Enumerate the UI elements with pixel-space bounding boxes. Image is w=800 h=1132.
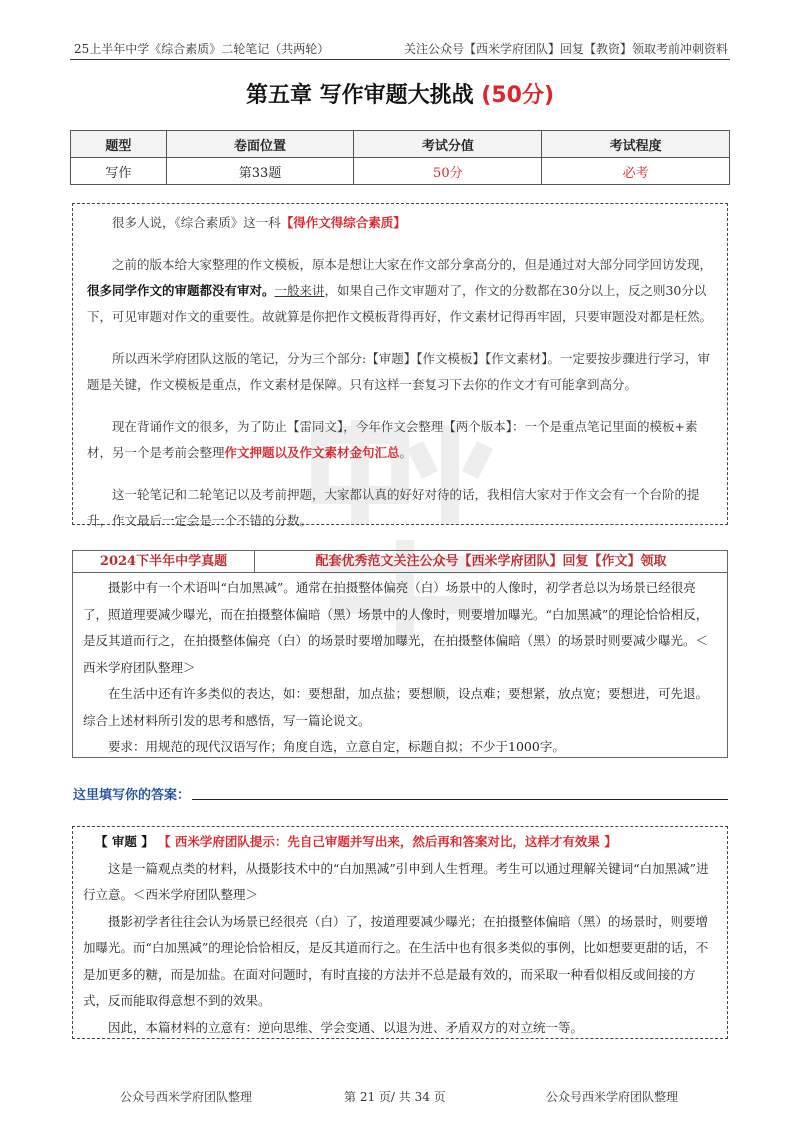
intro-highlight: 【得作文得综合素质】	[280, 215, 406, 230]
question-promo: 配套优秀范文关注公众号【西米学府团队】回复【作文】领取	[315, 554, 667, 569]
intro-text: 。	[399, 445, 413, 460]
answer-field[interactable]	[192, 799, 728, 800]
table-cell: 必考	[542, 158, 730, 185]
intro-text: 之前的版本给大家整理的作文模板，原本是想让大家在作文部分拿高分的，但是通过对大部分同学回访发现，	[112, 257, 713, 272]
page-number: 第 21 页/ 共 34 页	[344, 1090, 446, 1104]
table-cell: 50分	[354, 158, 542, 185]
question-paragraph: 摄影中有一个术语叫“白加黑减”。通常在拍摄整体偏亮（白）场景中的人像时，初学者总以为场景已经很亮了，照道理要减少曝光，而在拍摄整体偏暗（黑）场景中的人像时，则要增加曝光。“白加黑减”的理论恰恰相反，是反其道而行之，在拍摄整体偏亮（白）的场景时要增加曝光，在拍摄整体偏暗（黑）的场景时则要减少曝光。＜西米学府团队整理＞	[83, 580, 709, 675]
header-right: 关注公众号【西米学府团队】回复【教资】领取考前冲刺资料	[403, 42, 728, 56]
intro-paragraph	[87, 252, 713, 330]
answer-label: 这里填写你的答案：	[73, 788, 191, 803]
intro-highlight: 作文押题以及作文素材金句汇总	[224, 445, 400, 460]
question-paragraph: 在生活中还有许多类似的表达，如：要想甜，加点盐；要想顺，设点难；要想紧，放点宽；要想进，可先退。综合上述材料所引发的思考和感悟，写一篇论说文。	[83, 686, 709, 728]
review-paragraph: 因此，本篇材料的立意有：逆向思维、学会变通、以退为进、矛盾双方的对立统一等。	[108, 1019, 584, 1035]
intro-paragraph	[87, 210, 713, 236]
review-tip-text: 【 西米学府团队提示：先自己审题并写出来，然后再和答案对比，这样才有效果 】	[158, 834, 617, 849]
footer-right: 公众号西米学府团队整理	[546, 1090, 679, 1104]
intro-paragraph: 所以西米学府团队这版的笔记，分为三个部分:【审题】【作文模板】【作文素材】。一定要按步骤进行学习，审题是关键，作文模板是重点，作文素材是保障。只有这样一套复习下去你的作文才有可能拿到高分。	[87, 351, 710, 392]
question-body	[73, 573, 727, 761]
table-cell: 写作	[71, 158, 167, 185]
header-cell: 考试程度	[542, 131, 730, 158]
intro-underline: 一般来讲	[274, 283, 325, 298]
review-paragraph: 摄影初学者往往会认为场景已经很亮（白）了，按道理要减少曝光；在拍摄整体偏暗（黑）的场景时，则要增加曝光。而“白加黑减”的理论恰恰相反，是反其道而行之。在生活中也有很多类似的事例，比如想要更甜的话，不是加更多的糖，而是加盐。在面对问题时，有时直接的方法并不总是最有效的，而采取一种看似相反或间接的方式，反而能取得意想不到的效果。	[83, 913, 709, 1008]
question-header	[73, 551, 727, 573]
question-box	[72, 550, 728, 758]
intro-paragraph: 这一轮笔记和二轮笔记以及考前押题，大家都认真的好好对待的话，我相信大家对于作文会有一个台阶的提升，作文最后一定会是一个不错的分数。	[87, 487, 700, 528]
table-cell: 第33题	[166, 158, 354, 185]
review-paragraph: 这是一篇观点类的材料，从摄影技术中的“白加黑减”引申到人生哲理。考生可以通过理解关键词“白加黑减”进行立意。＜西米学府团队整理＞	[83, 860, 709, 902]
intro-bold: 很多同学作文的审题都没有审对。	[87, 283, 275, 298]
table-header-row	[71, 131, 730, 158]
chapter-score: (50分)	[481, 83, 555, 108]
review-tip	[83, 829, 717, 856]
header-cell: 卷面位置	[166, 131, 354, 158]
chapter-title-text: 第五章 写作审题大挑战	[245, 83, 474, 108]
header-cell: 题型	[71, 131, 167, 158]
review-tip-key: 【 审题 】	[95, 834, 154, 849]
intro-text: 现在背诵作文的很多，为了防止【雷同文】，今年作文会整理【两个版本】：一个是重点笔记里面的模板+素材，另一个是考前会整理	[87, 419, 698, 460]
review-box	[72, 826, 728, 1039]
exam-info-table	[70, 130, 730, 185]
question-source: 2024下半年中学真题	[73, 551, 255, 573]
header-left: 25上半年中学《综合素质》二轮笔记（共两轮）	[74, 42, 330, 56]
header-cell: 考试分值	[354, 131, 542, 158]
page-header	[70, 36, 730, 60]
intro-text: ，如果自己作文审题对了，作文的分数都在30分以上，反之则30分以下，可见审题对作文的重要性。故就算是你把作文模板背得再好，作文素材记得再牢固，只要审题没对都是枉然。	[87, 283, 713, 324]
intro-text: 很多人说，《综合素质》这一科	[112, 215, 281, 230]
chapter-title	[0, 78, 800, 109]
footer-left: 公众号西米学府团队整理	[120, 1090, 253, 1104]
question-requirement: 要求：用规范的现代汉语写作；角度自选，立意自定，标题自拟；不少于1000字。	[108, 739, 565, 754]
table-row	[71, 158, 730, 185]
